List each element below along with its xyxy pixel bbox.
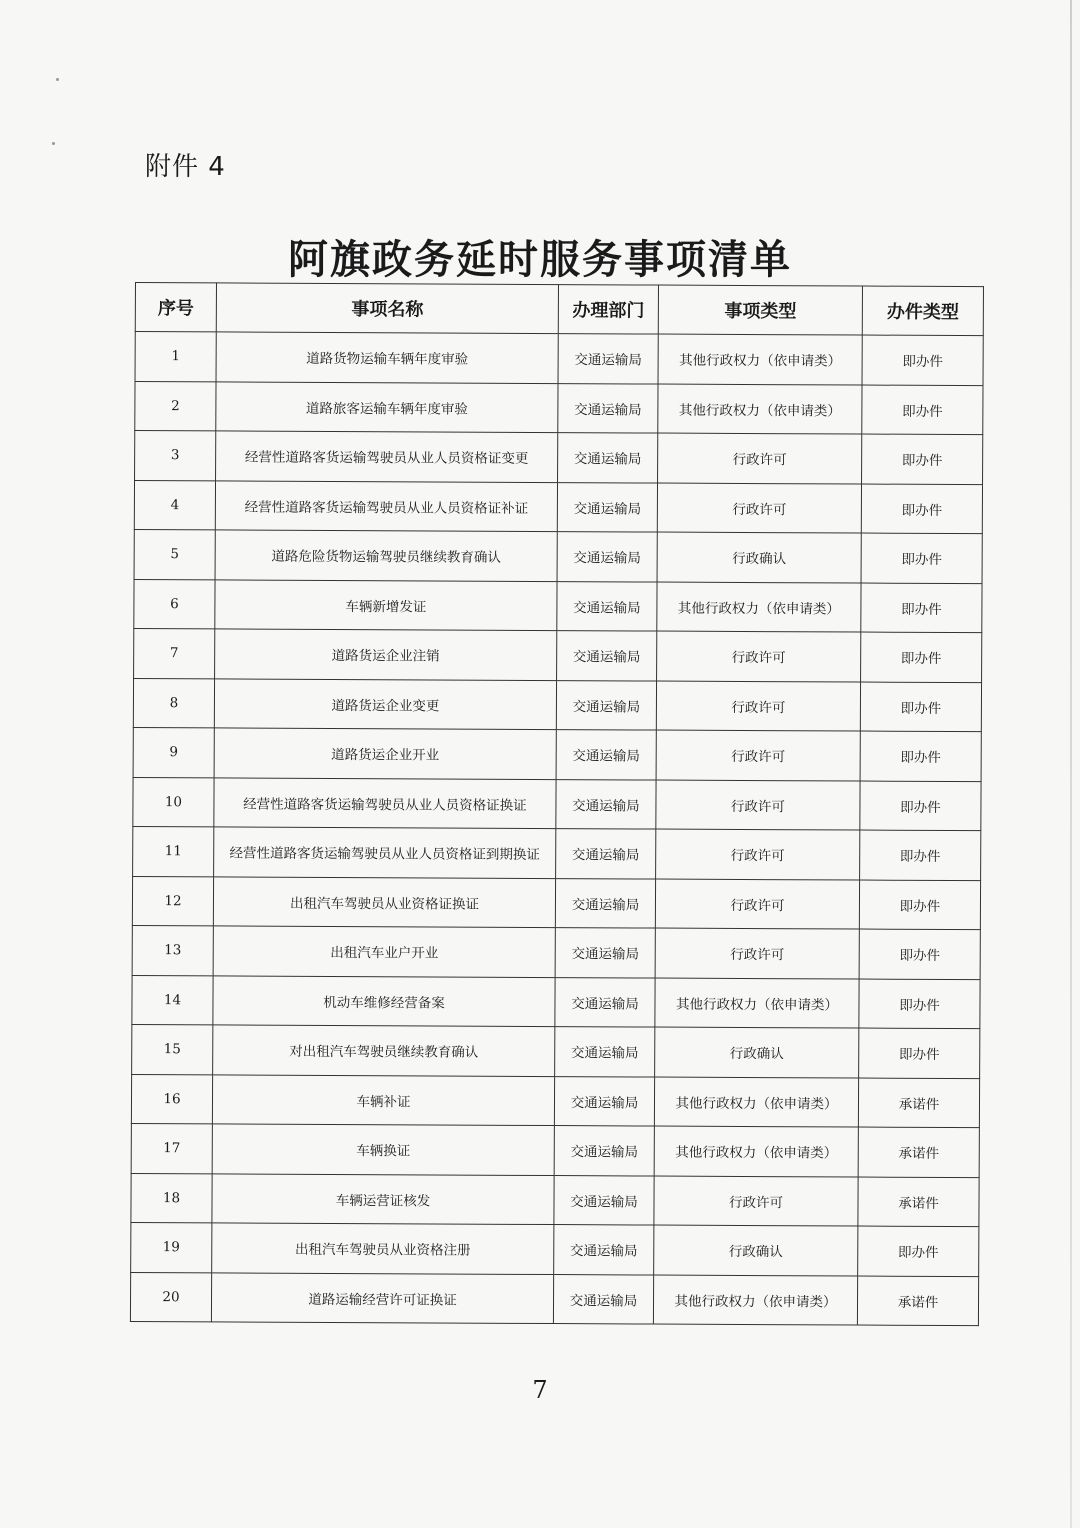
cell-handling-type: 即办件 xyxy=(861,533,982,583)
table-body xyxy=(130,332,983,1326)
cell-item-type: 行政许可 xyxy=(657,483,861,533)
cell-item-name: 车辆运营证核发 xyxy=(212,1173,554,1224)
cell-handling-type: 即办件 xyxy=(862,335,983,385)
table-row xyxy=(131,1123,979,1177)
cell-department: 交通运输局 xyxy=(556,829,656,879)
cell-item-type: 行政确认 xyxy=(655,1027,859,1077)
cell-item-name: 车辆新增发证 xyxy=(215,579,557,630)
cell-serial: 16 xyxy=(131,1074,212,1124)
cell-handling-type: 即办件 xyxy=(860,830,981,880)
cell-serial: 13 xyxy=(132,925,213,975)
cell-handling-type: 即办件 xyxy=(860,781,981,831)
table-row xyxy=(132,925,980,979)
cell-item-name: 道路货运企业注销 xyxy=(215,629,557,680)
cell-serial: 20 xyxy=(130,1272,211,1322)
header-serial: 序号 xyxy=(135,283,216,332)
table-row xyxy=(135,431,983,485)
cell-handling-type: 承诺件 xyxy=(858,1127,979,1177)
table-row xyxy=(132,1024,980,1078)
cell-handling-type: 即办件 xyxy=(862,434,983,484)
cell-handling-type: 即办件 xyxy=(860,731,981,781)
cell-item-type: 其他行政权力（依申请类） xyxy=(653,1275,857,1325)
cell-item-name: 经营性道路客货运输驾驶员从业人员资格证补证 xyxy=(215,480,557,531)
cell-item-name: 车辆换证 xyxy=(212,1124,554,1175)
cell-item-name: 道路旅客运输车辆年度审验 xyxy=(216,381,558,432)
cell-department: 交通运输局 xyxy=(553,1274,653,1324)
header-item-type: 事项类型 xyxy=(658,285,862,335)
cell-item-type: 行政许可 xyxy=(656,681,860,731)
cell-handling-type: 承诺件 xyxy=(858,1177,979,1227)
cell-item-name: 经营性道路客货运输驾驶员从业人员资格证到期换证 xyxy=(214,827,556,878)
cell-department: 交通运输局 xyxy=(554,1175,654,1225)
cell-serial: 18 xyxy=(131,1173,212,1223)
cell-handling-type: 即办件 xyxy=(859,979,980,1029)
cell-serial: 19 xyxy=(131,1222,212,1272)
cell-serial: 9 xyxy=(133,727,214,777)
cell-item-name: 出租汽车驾驶员从业资格注册 xyxy=(212,1223,554,1274)
header-handling-type: 办件类型 xyxy=(862,286,983,336)
cell-serial: 17 xyxy=(131,1123,212,1173)
cell-item-name: 道路货运企业开业 xyxy=(214,728,556,779)
cell-department: 交通运输局 xyxy=(556,779,656,829)
table-row xyxy=(130,1272,978,1326)
cell-department: 交通运输局 xyxy=(556,730,656,780)
cell-department: 交通运输局 xyxy=(555,1027,655,1077)
cell-department: 交通运输局 xyxy=(557,482,657,532)
cell-department: 交通运输局 xyxy=(557,532,657,582)
cell-department: 交通运输局 xyxy=(554,1126,654,1176)
cell-department: 交通运输局 xyxy=(555,928,655,978)
table-row xyxy=(131,1173,979,1227)
cell-serial: 10 xyxy=(133,777,214,827)
table-row xyxy=(135,381,983,435)
cell-item-name: 经营性道路客货运输驾驶员从业人员资格证变更 xyxy=(216,431,558,482)
cell-department: 交通运输局 xyxy=(555,878,655,928)
cell-handling-type: 即办件 xyxy=(859,880,980,930)
cell-department: 交通运输局 xyxy=(554,1225,654,1275)
table-row xyxy=(134,529,982,583)
cell-item-type: 行政许可 xyxy=(655,879,859,929)
table-row xyxy=(131,1222,979,1276)
cell-department: 交通运输局 xyxy=(556,680,656,730)
cell-serial: 8 xyxy=(133,678,214,728)
cell-item-type: 其他行政权力（依申请类） xyxy=(657,582,861,632)
cell-handling-type: 即办件 xyxy=(859,1028,980,1078)
cell-item-name: 对出租汽车驾驶员继续教育确认 xyxy=(213,1025,555,1076)
cell-item-type: 行政许可 xyxy=(657,631,861,681)
table-row xyxy=(134,628,982,682)
cell-item-type: 其他行政权力（依申请类） xyxy=(654,1077,858,1127)
header-item-name: 事项名称 xyxy=(216,283,558,334)
cell-serial: 1 xyxy=(135,332,216,382)
cell-item-name: 车辆补证 xyxy=(212,1074,554,1125)
cell-handling-type: 即办件 xyxy=(861,484,982,534)
cell-item-name: 机动车维修经营备案 xyxy=(213,975,555,1026)
cell-item-type: 其他行政权力（依申请类） xyxy=(654,1126,858,1176)
cell-item-type: 行政许可 xyxy=(654,1176,858,1226)
page-number: 7 xyxy=(532,1376,548,1404)
cell-serial: 3 xyxy=(135,431,216,481)
attachment-label: 附件 4 xyxy=(145,152,226,182)
cell-department: 交通运输局 xyxy=(555,977,655,1027)
table-row xyxy=(133,727,981,781)
cell-item-type: 其他行政权力（依申请类） xyxy=(658,384,862,434)
cell-serial: 12 xyxy=(132,876,213,926)
table-row xyxy=(131,1074,979,1128)
cell-item-type: 行政许可 xyxy=(658,433,862,483)
cell-serial: 6 xyxy=(134,579,215,629)
table-row xyxy=(132,975,980,1029)
cell-serial: 5 xyxy=(134,529,215,579)
cell-department: 交通运输局 xyxy=(558,383,658,433)
cell-serial: 4 xyxy=(134,480,215,530)
cell-department: 交通运输局 xyxy=(554,1076,654,1126)
table-row xyxy=(133,678,981,732)
cell-handling-type: 承诺件 xyxy=(858,1078,979,1128)
table-header-row xyxy=(135,283,983,336)
cell-serial: 2 xyxy=(135,381,216,431)
cell-item-name: 经营性道路客货运输驾驶员从业人员资格证换证 xyxy=(214,777,556,828)
cell-item-type: 行政确认 xyxy=(657,532,861,582)
cell-handling-type: 即办件 xyxy=(858,1226,979,1276)
table-row xyxy=(132,876,980,930)
table-row xyxy=(135,332,983,386)
cell-handling-type: 即办件 xyxy=(860,682,981,732)
table-row xyxy=(134,480,982,534)
cell-serial: 11 xyxy=(133,826,214,876)
table-row xyxy=(133,826,981,880)
cell-handling-type: 承诺件 xyxy=(857,1276,978,1326)
cell-handling-type: 即办件 xyxy=(859,929,980,979)
cell-item-name: 道路货运企业变更 xyxy=(214,678,556,729)
header-department: 办理部门 xyxy=(558,285,658,334)
service-items-table xyxy=(130,282,984,1326)
cell-serial: 15 xyxy=(132,1024,213,1074)
cell-handling-type: 即办件 xyxy=(861,583,982,633)
cell-item-type: 行政许可 xyxy=(656,730,860,780)
cell-department: 交通运输局 xyxy=(557,581,657,631)
cell-item-type: 行政确认 xyxy=(654,1225,858,1275)
cell-item-name: 道路运输经营许可证换证 xyxy=(211,1272,553,1323)
scan-speck xyxy=(52,142,55,145)
cell-handling-type: 即办件 xyxy=(861,632,982,682)
cell-item-name: 出租汽车业户开业 xyxy=(213,926,555,977)
cell-department: 交通运输局 xyxy=(558,433,658,483)
document-title: 阿旗政务延时服务事项清单 xyxy=(288,236,792,283)
cell-serial: 7 xyxy=(134,628,215,678)
cell-department: 交通运输局 xyxy=(557,631,657,681)
cell-item-name: 出租汽车驾驶员从业资格证换证 xyxy=(213,876,555,927)
cell-item-type: 其他行政权力（依申请类） xyxy=(658,334,862,384)
cell-item-type: 行政许可 xyxy=(655,928,859,978)
cell-item-type: 行政许可 xyxy=(656,829,860,879)
cell-item-name: 道路货物运输车辆年度审验 xyxy=(216,332,558,383)
cell-department: 交通运输局 xyxy=(558,334,658,384)
cell-item-name: 道路危险货物运输驾驶员继续教育确认 xyxy=(215,530,557,581)
table-row xyxy=(133,777,981,831)
cell-serial: 14 xyxy=(132,975,213,1025)
table-row xyxy=(134,579,982,633)
cell-item-type: 行政许可 xyxy=(656,780,860,830)
cell-item-type: 其他行政权力（依申请类） xyxy=(655,978,859,1028)
cell-handling-type: 即办件 xyxy=(862,385,983,435)
scan-speck xyxy=(56,78,59,81)
